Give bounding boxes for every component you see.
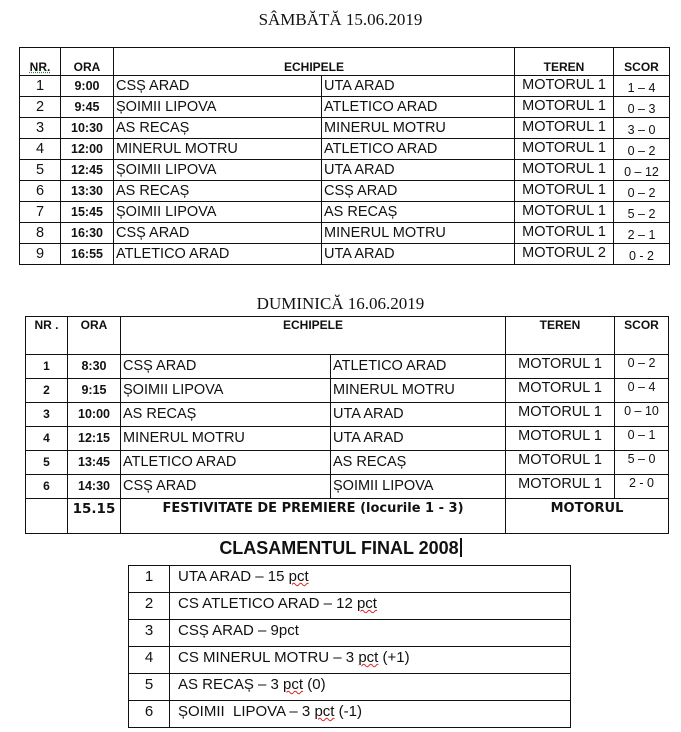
match-field: MOTORUL 1: [506, 427, 615, 451]
standings-entry: [170, 674, 571, 701]
match-time: 16:55: [61, 244, 114, 265]
sunday-schedule-table: [25, 316, 669, 534]
match-row: [20, 202, 670, 223]
match-field: MOTORUL 1: [506, 355, 615, 379]
standings-row: [129, 701, 571, 728]
standings-row: [129, 674, 571, 701]
header-row: [26, 317, 669, 355]
match-row: [20, 118, 670, 139]
match-number: 4: [20, 139, 61, 160]
match-field: MOTORUL 1: [515, 76, 614, 97]
standings-rank: 3: [129, 620, 170, 647]
header-teams: ECHIPELE: [121, 317, 506, 355]
match-number: 6: [20, 181, 61, 202]
match-row: [20, 160, 670, 181]
match-number: 1: [20, 76, 61, 97]
match-number: 6: [26, 475, 68, 499]
standings-team: ȘOIMII LIPOVA – 3: [178, 703, 315, 720]
standings-entry: [170, 620, 571, 647]
match-time: 13:30: [61, 181, 114, 202]
ceremony-venue: MOTORUL: [506, 499, 669, 534]
standings-tiebreak: (+1): [378, 649, 410, 666]
match-number: 2: [20, 97, 61, 118]
home-team: AS RECAȘ: [114, 118, 322, 139]
match-score: 0 – 2: [615, 355, 669, 379]
match-time: 9:00: [61, 76, 114, 97]
header-ora: ORA: [61, 48, 114, 76]
match-score: 5 – 0: [615, 451, 669, 475]
header-ora: ORA: [68, 317, 121, 355]
match-time: 8:30: [68, 355, 121, 379]
match-field: MOTORUL 1: [515, 223, 614, 244]
saturday-title: SÂMBĂTĂ 15.06.2019: [258, 10, 423, 29]
standings-rank: 4: [129, 647, 170, 674]
match-number: 3: [26, 403, 68, 427]
match-row: [26, 403, 669, 427]
match-row: [20, 76, 670, 97]
match-time: 9:15: [68, 379, 121, 403]
match-score: 0 – 2: [614, 181, 670, 202]
match-field: MOTORUL 1: [515, 160, 614, 181]
home-team: MINERUL MOTRU: [121, 427, 331, 451]
match-field: MOTORUL 1: [515, 181, 614, 202]
match-row: [26, 475, 669, 499]
match-field: MOTORUL 1: [515, 118, 614, 139]
match-score: 0 – 2: [614, 139, 670, 160]
header-row: [20, 48, 670, 76]
standings-tiebreak: (0): [303, 676, 326, 693]
away-team: UTA ARAD: [322, 160, 515, 181]
header-nr: NR .: [26, 317, 68, 355]
home-team: ȘOIMII LIPOVA: [114, 97, 322, 118]
away-team: UTA ARAD: [331, 427, 506, 451]
sunday-title: DUMINICĂ 16.06.2019: [256, 294, 425, 313]
match-row: [20, 244, 670, 265]
match-time: 9:45: [61, 97, 114, 118]
standings-title-text: CLASAMENTUL FINAL 2008: [219, 538, 459, 558]
match-time: 15:45: [61, 202, 114, 223]
match-row: [26, 355, 669, 379]
home-team: AS RECAȘ: [121, 403, 331, 427]
standings-team: CS MINERUL MOTRU – 3: [178, 649, 359, 666]
standings-entry: [170, 566, 571, 593]
away-team: ATLETICO ARAD: [331, 355, 506, 379]
standings-row: [129, 593, 571, 620]
match-number: 4: [26, 427, 68, 451]
standings-entry: [170, 647, 571, 674]
match-score: 0 - 2: [614, 244, 670, 265]
home-team: CSȘ ARAD: [121, 475, 331, 499]
away-team: UTA ARAD: [322, 244, 515, 265]
header-nr: [20, 48, 61, 76]
match-row: [26, 379, 669, 403]
standings-team: CS ATLETICO ARAD – 12: [178, 595, 357, 612]
home-team: AS RECAȘ: [114, 181, 322, 202]
saturday-schedule-table: [19, 47, 670, 265]
match-score: 0 – 1: [615, 427, 669, 451]
away-team: MINERUL MOTRU: [322, 223, 515, 244]
standings-points-unit: pct: [356, 595, 377, 612]
match-number: 1: [26, 355, 68, 379]
match-field: MOTORUL 1: [515, 97, 614, 118]
match-score: 1 – 4: [614, 76, 670, 97]
away-team: MINERUL MOTRU: [322, 118, 515, 139]
match-score: 0 – 3: [614, 97, 670, 118]
header-teams: ECHIPELE: [114, 48, 515, 76]
match-score: 5 – 2: [614, 202, 670, 223]
away-team: UTA ARAD: [331, 403, 506, 427]
standings-tiebreak: (-1): [334, 703, 362, 720]
standings-rank: 6: [129, 701, 170, 728]
standings-points-unit: pct: [314, 703, 335, 720]
match-number: 5: [20, 160, 61, 181]
home-team: ȘOIMII LIPOVA: [121, 379, 331, 403]
match-field: MOTORUL 1: [506, 451, 615, 475]
standings-rank: 1: [129, 566, 170, 593]
match-number: 3: [20, 118, 61, 139]
home-team: ȘOIMII LIPOVA: [114, 202, 322, 223]
match-field: MOTORUL 1: [506, 403, 615, 427]
ceremony-row: [26, 499, 669, 534]
match-time: 10:00: [68, 403, 121, 427]
away-team: ȘOIMII LIPOVA: [331, 475, 506, 499]
ceremony-nr-empty: [26, 499, 68, 534]
header-scor: SCOR: [615, 317, 669, 355]
standings-entry: [170, 701, 571, 728]
match-number: 7: [20, 202, 61, 223]
home-team: CSȘ ARAD: [121, 355, 331, 379]
standings-row: [129, 620, 571, 647]
match-time: 16:30: [61, 223, 114, 244]
match-score: 3 – 0: [614, 118, 670, 139]
match-row: [26, 427, 669, 451]
standings-entry: [170, 593, 571, 620]
match-time: 13:45: [68, 451, 121, 475]
text-cursor: [460, 538, 462, 557]
away-team: ATLETICO ARAD: [322, 97, 515, 118]
match-time: 12:45: [61, 160, 114, 181]
match-time: 14:30: [68, 475, 121, 499]
match-score: 0 – 12: [614, 160, 670, 181]
away-team: ATLETICO ARAD: [322, 139, 515, 160]
ceremony-label: FESTIVITATE DE PREMIERE (locurile 1 - 3): [121, 499, 506, 534]
match-time: 12:15: [68, 427, 121, 451]
match-field: MOTORUL 1: [506, 475, 615, 499]
home-team: ATLETICO ARAD: [114, 244, 322, 265]
match-number: 5: [26, 451, 68, 475]
match-row: [20, 181, 670, 202]
match-time: 12:00: [61, 139, 114, 160]
match-score: 2 - 0: [615, 475, 669, 499]
home-team: ȘOIMII LIPOVA: [114, 160, 322, 181]
match-field: MOTORUL 1: [506, 379, 615, 403]
match-row: [26, 451, 669, 475]
match-number: 2: [26, 379, 68, 403]
home-team: ATLETICO ARAD: [121, 451, 331, 475]
standings-points-unit: pct: [288, 568, 309, 585]
away-team: UTA ARAD: [322, 76, 515, 97]
standings-points-unit: pct: [358, 649, 379, 666]
match-row: [20, 223, 670, 244]
standings-rank: 2: [129, 593, 170, 620]
match-score: 0 – 10: [615, 403, 669, 427]
match-number: 8: [20, 223, 61, 244]
match-row: [20, 139, 670, 160]
match-number: 9: [20, 244, 61, 265]
away-team: CSȘ ARAD: [322, 181, 515, 202]
standings-row: [129, 647, 571, 674]
match-time: 10:30: [61, 118, 114, 139]
away-team: MINERUL MOTRU: [331, 379, 506, 403]
ceremony-time: 15.15: [68, 499, 121, 534]
standings-team: CSȘ ARAD – 9pct: [178, 622, 299, 639]
header-scor: SCOR: [614, 48, 670, 76]
away-team: AS RECAȘ: [331, 451, 506, 475]
away-team: AS RECAȘ: [322, 202, 515, 223]
home-team: CSȘ ARAD: [114, 76, 322, 97]
match-field: MOTORUL 2: [515, 244, 614, 265]
standings-points-unit: pct: [283, 676, 304, 693]
standings-title: [0, 538, 681, 559]
standings-table: [128, 565, 571, 728]
standings-rank: 5: [129, 674, 170, 701]
match-score: 2 – 1: [614, 223, 670, 244]
header-teren: TEREN: [506, 317, 615, 355]
match-row: [20, 97, 670, 118]
header-teren: TEREN: [515, 48, 614, 76]
match-field: MOTORUL 1: [515, 139, 614, 160]
home-team: CSȘ ARAD: [114, 223, 322, 244]
standings-row: [129, 566, 571, 593]
match-score: 0 – 4: [615, 379, 669, 403]
home-team: MINERUL MOTRU: [114, 139, 322, 160]
standings-team: UTA ARAD – 15: [178, 568, 289, 585]
standings-team: AS RECAȘ – 3: [178, 676, 284, 693]
match-field: MOTORUL 1: [515, 202, 614, 223]
header-nr-label: NR.: [29, 60, 51, 74]
